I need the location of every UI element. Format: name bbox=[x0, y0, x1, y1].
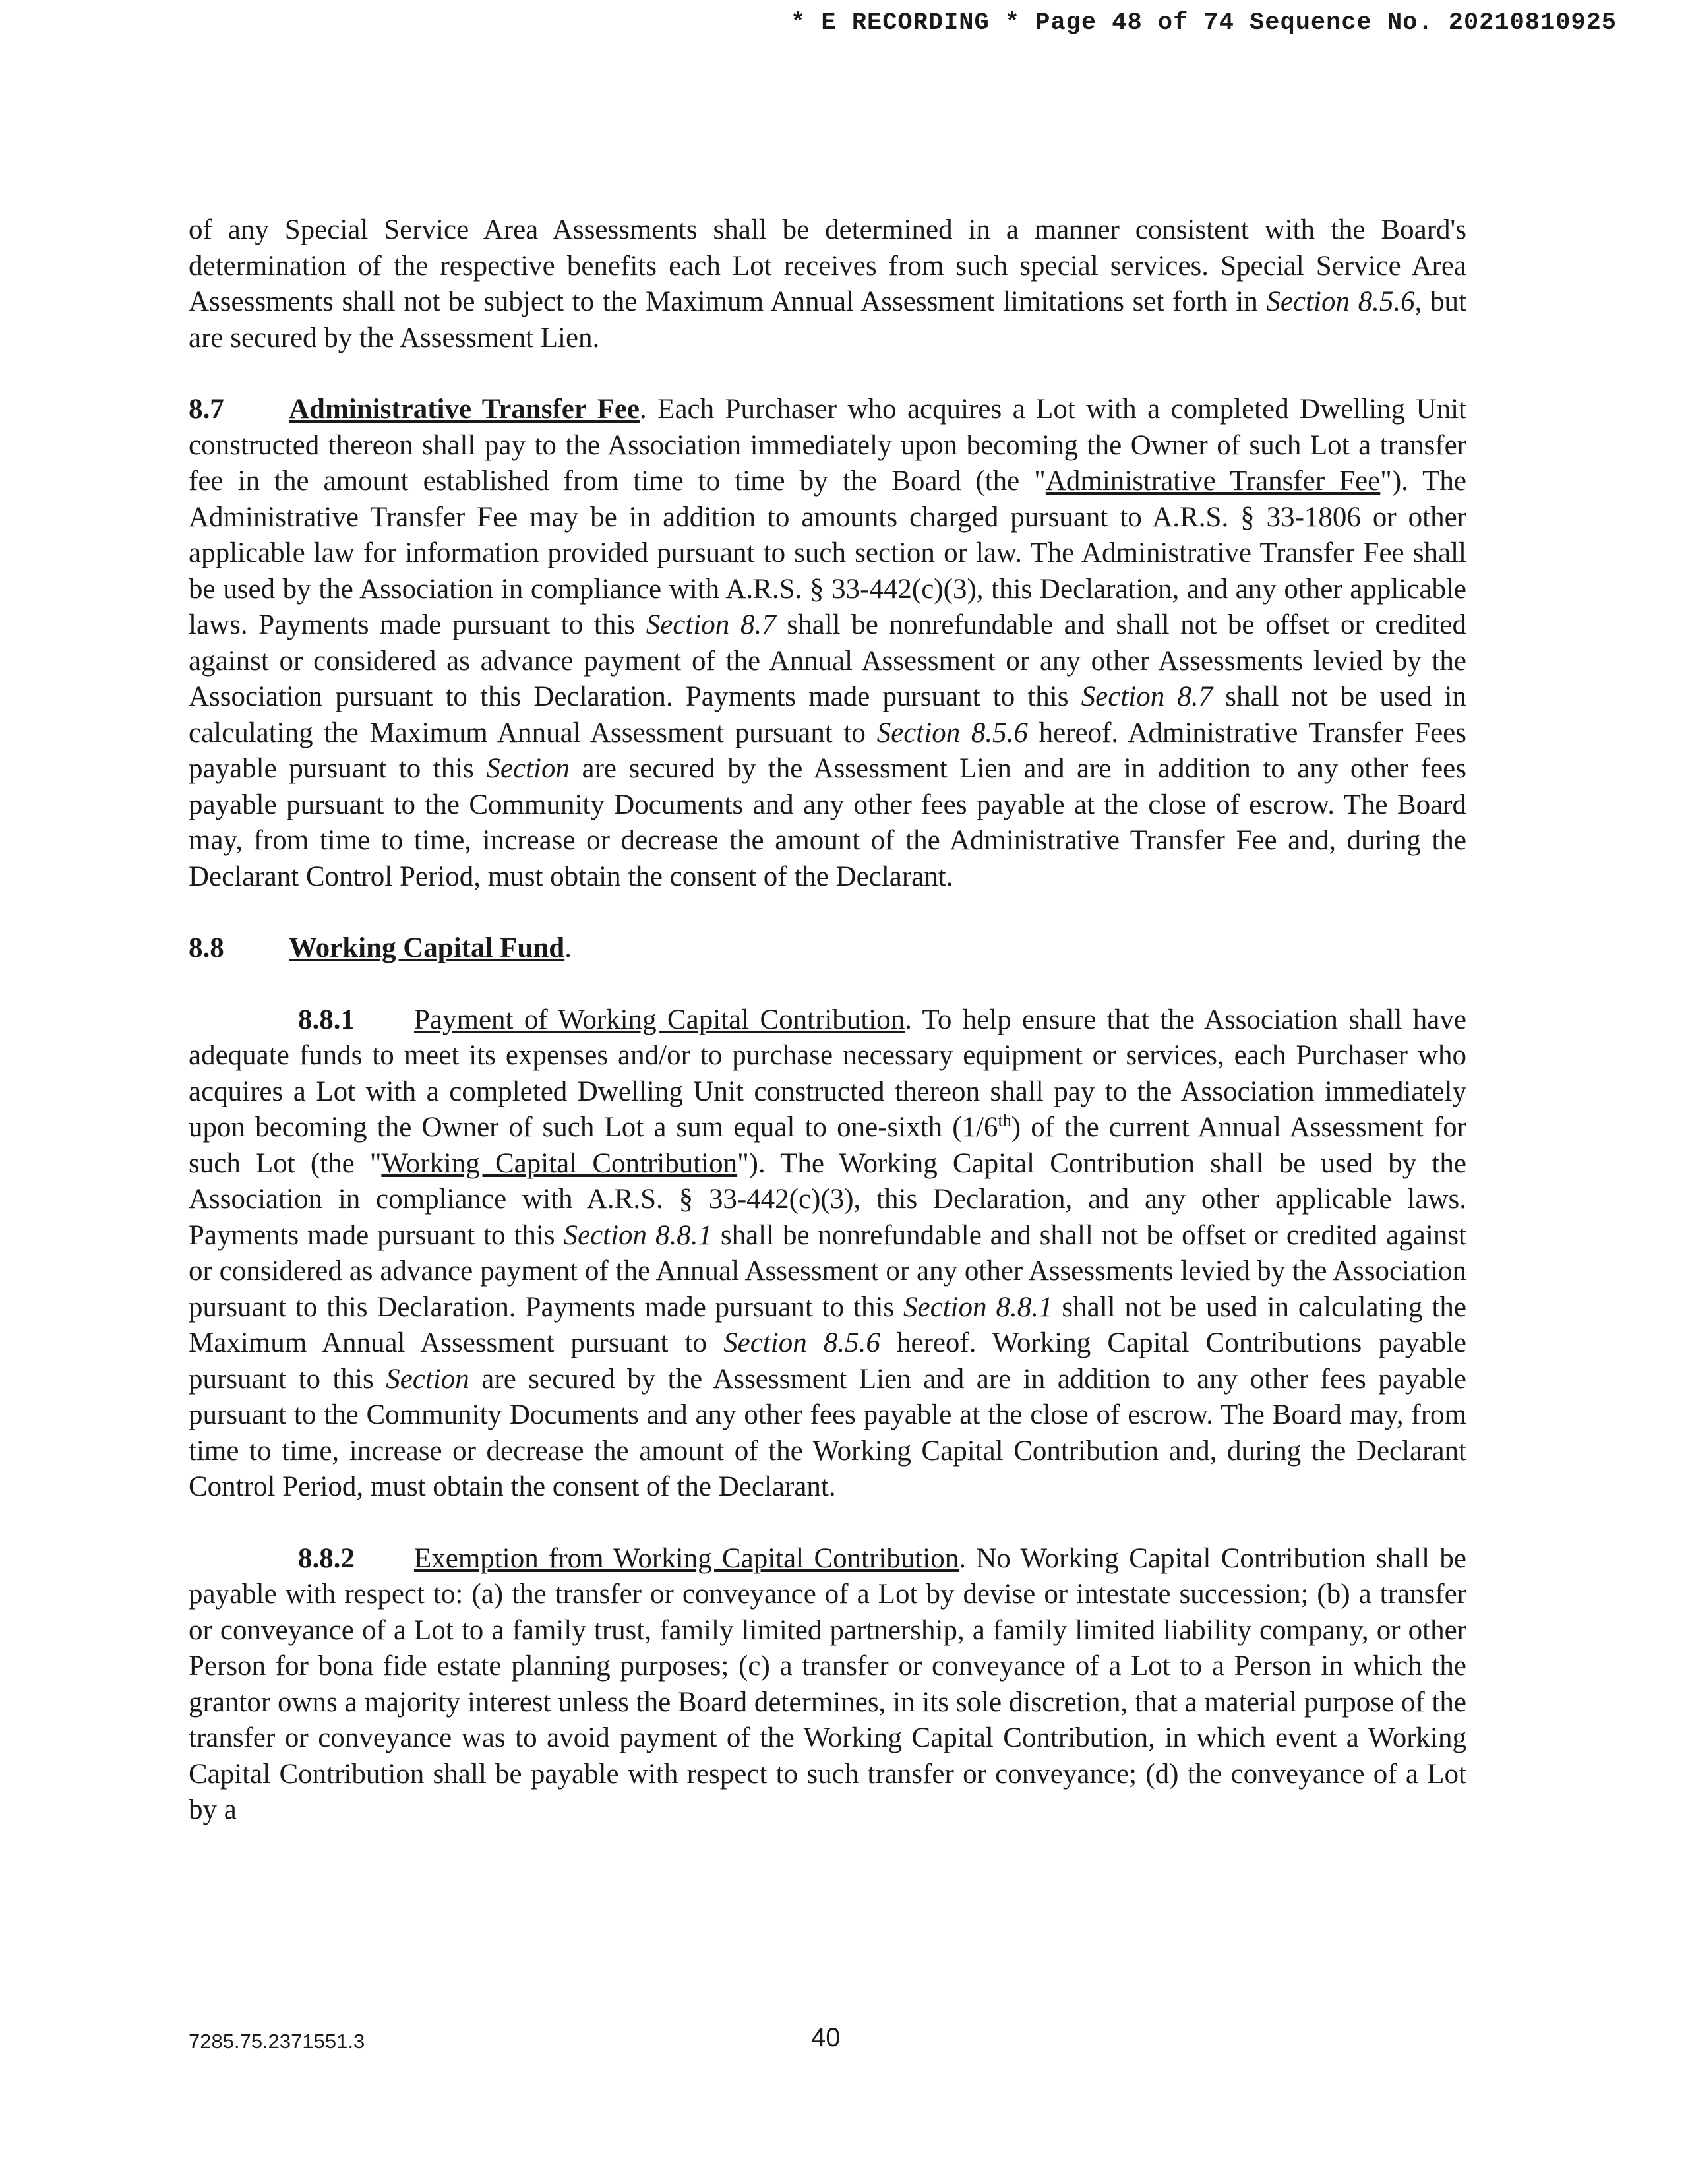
section-reference: Section 8.7 bbox=[646, 609, 776, 640]
section-reference: Section 8.8.1 bbox=[903, 1291, 1053, 1323]
page-number: 40 bbox=[811, 2023, 841, 2052]
section-number: 8.7 bbox=[189, 394, 224, 425]
section-8-8-1: 8.8.1 Payment of Working Capital Contribution. To help ensure that the Association shall have adequate funds to meet its expenses and/or to purchase necessary equipment or services, each Purchaser who acquires a Lot with a completed Dwelling Unit constructed thereon shall pay to the Association immediately upon becoming the Owner of such Lot a sum equal to one-sixth (1/6th) of the current Annual Assessment for such Lot (the "Working Capital Contribution"). The Working Capital Contribution shall be used by the Association in compliance with A.R.S. § 33-442(c)(3), this Declaration, and any other applicable laws. Payments made pursuant to this Section 8.8.1 shall be nonrefundable and shall not be offset or credited against or considered as advance payment of the Annual Assessment or any other Assessments levied by the Association pursuant to this Declaration. Payments made pursuant to this Section 8.8.1 shall not be used in calculating the Maximum Annual Assessment pursuant to Section 8.5.6 hereof. Working Capital Contributions payable pursuant to this Section are secured by the Assessment Lien and are in addition to any other fees payable pursuant to the Community Documents and any other fees payable at the close of escrow. The Board may, from time to time, increase or decrease the amount of the Working Capital Contribution and, during the Declarant Control Period, must obtain the consent of the Declarant. bbox=[189, 1002, 1466, 1505]
section-8-8-heading: 8.8 Working Capital Fund. bbox=[189, 930, 1466, 967]
defined-term: Working Capital Contribution bbox=[381, 1147, 738, 1179]
document-id: 7285.75.2371551.3 bbox=[189, 2030, 365, 2053]
section-reference: Section bbox=[386, 1363, 469, 1395]
section-reference: Section 8.7 bbox=[1081, 681, 1213, 712]
section-title: Working Capital Fund bbox=[289, 932, 565, 963]
section-reference: Section 8.5.6 bbox=[1266, 286, 1415, 317]
document-body bbox=[189, 212, 1466, 1829]
paragraph-special-service-continued: of any Special Service Area Assessments shall be determined in a manner consistent with the Board's determination of the respective benefits each Lot receives from such special services. Special Service Area Assessments shall not be subject to the Maximum Annual Assessment limitations set forth in Section 8.5.6, but are secured by the Assessment Lien. bbox=[189, 214, 1467, 353]
subsection-number: 8.8.2 bbox=[298, 1542, 355, 1574]
section-reference: Section 8.5.6 bbox=[723, 1327, 880, 1358]
section-title: Administrative Transfer Fee bbox=[289, 394, 640, 425]
subsection-title: Exemption from Working Capital Contribution bbox=[414, 1542, 959, 1574]
section-number: 8.8 bbox=[189, 932, 224, 963]
section-reference: Section 8.8.1 bbox=[563, 1219, 712, 1251]
section-reference: Section 8.5.6 bbox=[876, 717, 1028, 748]
recording-header: * E RECORDING * Page 48 of 74 Sequence No. 20210810925 bbox=[791, 9, 1617, 37]
section-reference: Section bbox=[486, 753, 570, 784]
section-8-8-2: 8.8.2 Exemption from Working Capital Contribution. No Working Capital Contribution shall be payable with respect to: (a) the transfer or conveyance of a Lot by devise or intestate succession; (b) a transfer or conveyance of a Lot to a family trust, family limited partnership, a family limited liability company, or other Person for bona fide estate planning purposes; (c) a transfer or conveyance of a Lot to a Person in which the grantor owns a majority interest unless the Board determines, in its sole discretion, that a material purpose of the transfer or conveyance was to avoid payment of the Working Capital Contribution, in which event a Working Capital Contribution shall be payable with respect to such transfer or conveyance; (d) the conveyance of a Lot by a bbox=[189, 1541, 1466, 1829]
subsection-title: Payment of Working Capital Contribution bbox=[414, 1004, 905, 1035]
section-8-7: 8.7 Administrative Transfer Fee. Each Purchaser who acquires a Lot with a completed Dwelling Unit constructed thereon shall pay to the Association immediately upon becoming the Owner of such Lot a transfer fee in the amount established from time to time by the Board (the "Administrative Transfer Fee"). The Administrative Transfer Fee may be in addition to amounts charged pursuant to A.R.S. § 33-1806 or other applicable law for information provided pursuant to such section or law. The Administrative Transfer Fee shall be used by the Association in compliance with A.R.S. § 33-442(c)(3), this Declaration, and any other applicable laws. Payments made pursuant to this Section 8.7 shall be nonrefundable and shall not be offset or credited against or considered as advance payment of the Annual Assessment or any other Assessments levied by the Association pursuant to this Declaration. Payments made pursuant to this Section 8.7 shall not be used in calculating the Maximum Annual Assessment pursuant to Section 8.5.6 hereof. Administrative Transfer Fees payable pursuant to this Section are secured by the Assessment Lien and are in addition to any other fees payable pursuant to the Community Documents and any other fees payable at the close of escrow. The Board may, from time to time, increase or decrease the amount of the Administrative Transfer Fee and, during the Declarant Control Period, must obtain the consent of the Declarant. bbox=[189, 392, 1466, 895]
defined-term: Administrative Transfer Fee bbox=[1045, 466, 1381, 497]
subsection-number: 8.8.1 bbox=[298, 1004, 355, 1035]
